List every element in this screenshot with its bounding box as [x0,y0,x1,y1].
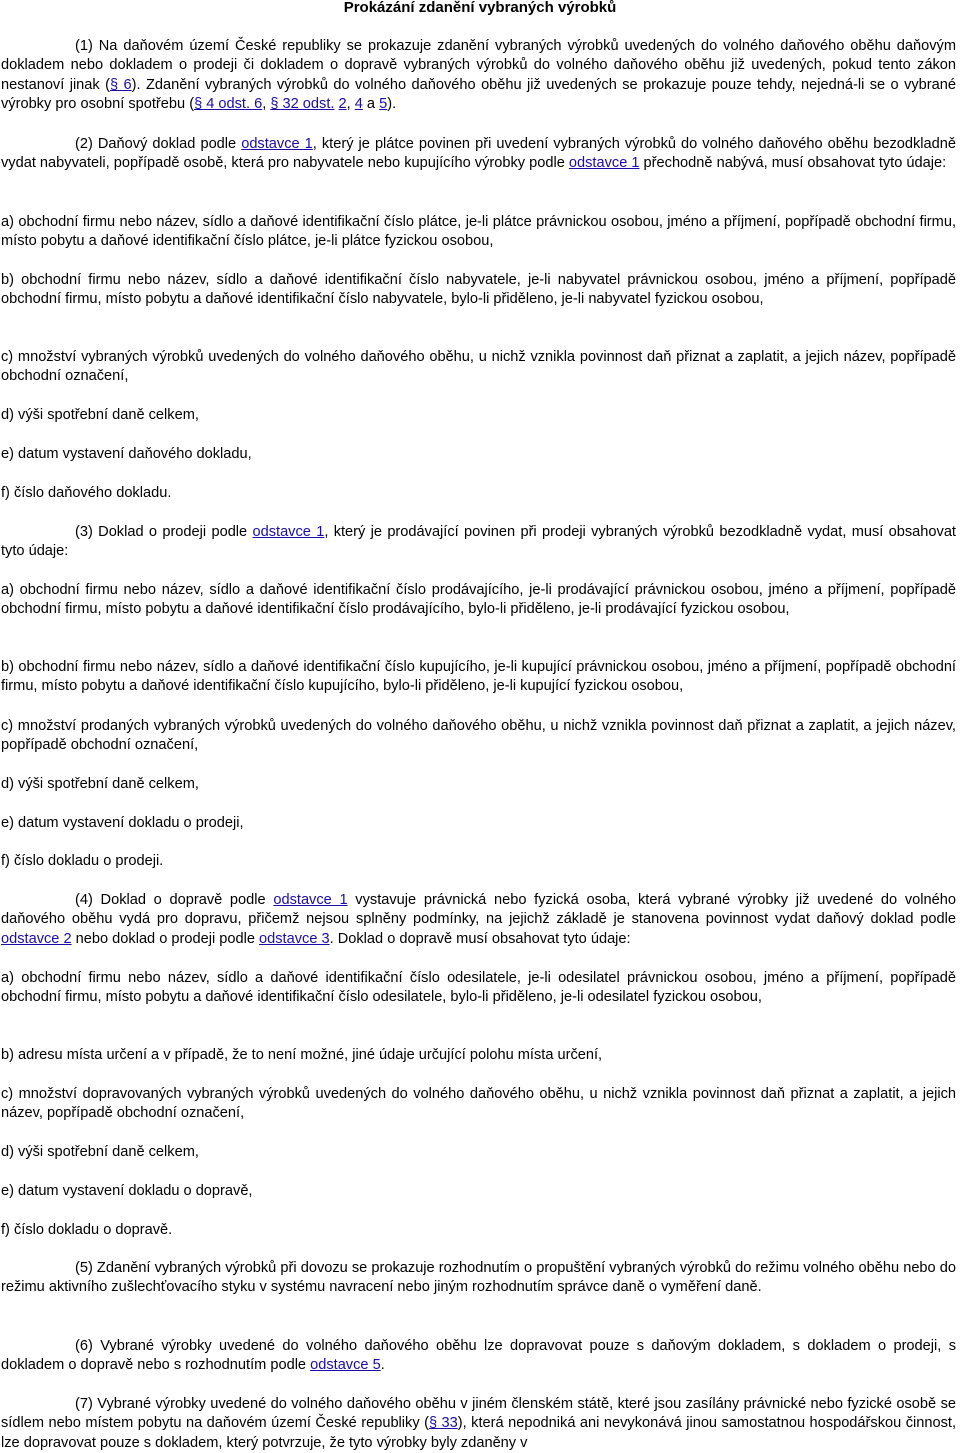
link-number-4[interactable]: 4 [354,96,363,113]
link-section-6[interactable]: § 6 [109,76,132,93]
list-item-3c: c) množství prodaných vybraných výrobků uvedených do volného daňového oběhu, u nichž vznikla povinnost daň přiznat a zaplatit, a jejich název, popřípadě obchodní označení, [1,718,956,754]
link-section-33[interactable]: § 33 [428,1415,458,1432]
list-item-2d: d) výši spotřební daně celkem, [1,407,199,423]
link-odstavce-3[interactable]: odstavce 3 [259,930,330,947]
link-odstavce-1[interactable]: odstavce 1 [241,136,313,152]
paragraph-text: , [346,96,355,113]
paragraph-2 [1,135,956,174]
link-section-4-odst-6[interactable]: § 4 odst. 6 [194,96,263,113]
paragraph-text: . Doklad o dopravě musí obsahovat tyto údaje: [329,930,631,947]
link-odstavce-5[interactable]: odstavce 5 [310,1357,381,1374]
paragraph-text: ). Zdanění vybraných výrobků do volného daňového oběhu již uvedených se prokazuje pouze tehdy, nejedná-li se o vybrané výrobky pro osobní spotřebu ( [1,76,956,113]
paragraph-text: (2) Daňový doklad podle [75,136,242,152]
paragraph-text: (6) Vybrané výrobky uvedené do volného daňového oběhu lze dopravovat pouze s daňovým dokladem, s dokladem o prodeji, s dokladem o dopravě nebo s rozhodnutím podle [1,1338,956,1374]
paragraph-4 [1,891,956,949]
paragraph-3 [1,523,956,562]
list-item-4e: e) datum vystavení dokladu o dopravě, [1,1183,253,1199]
list-item-4d: d) výši spotřební daně celkem, [1,1144,199,1160]
list-item-2c: c) množství vybraných výrobků uvedených do volného daňového oběhu, u nichž vznikla povinnost daň přiznat a zaplatit, a jejich název, popřípadě obchodní označení, [1,349,956,385]
paragraph-5: (5) Zdanění vybraných výrobků při dovozu se prokazuje rozhodnutím o propuštění vybraných výrobků do režimu volného oběhu nebo do režimu aktivního zušlechťovacího styku v systému navracení nebo jiným rozhodnutím správce daně o vyměření daně. [1,1260,956,1296]
list-item-2f: f) číslo daňového dokladu. [1,485,172,501]
link-section-32-odst[interactable]: § 32 odst. [270,96,335,113]
paragraph-text: , který je plátce povinen při uvedení vybraných výrobků do volného daňového oběhu bezodkladně vydat nabyvateli, popřípadě osobě, která pro nabyvatele nebo kupujícího výrobky podle [1,136,957,172]
paragraph-text: . [380,1357,385,1374]
paragraph-text: (1) Na daňovém území České republiky se prokazuje zdanění vybraných výrobků uvedených do volného daňového oběhu daňovým dokladem nebo dokladem o prodeji či dokladem o dopravě vybraných výrobků do volného daňového oběhu již uvedených, pokud tento zákon nestanoví jinak ( [1,38,956,93]
paragraph-1 [1,37,956,115]
page-title: Prokázání zdanění vybraných výrobků [343,0,617,16]
link-number-5[interactable]: 5 [379,96,388,113]
paragraph-text: (7) Vybrané výrobky uvedené do volného daňového oběhu v jiném členském státě, které jsou zasílány právnické nebo fyzické osobě se sídlem nebo místem pobytu na daňovém území České republiky ( [1,1396,956,1432]
paragraph-6 [1,1337,956,1376]
list-item-2a: a) obchodní firmu nebo název, sídlo a daňové identifikační číslo plátce, je-li plátce právnickou osobou, jméno a příjmení, popřípadě obchodní firmu, místo pobytu a daňové identifikační číslo plátce, je-li plátce fyzickou osobou, [1,214,956,250]
paragraph-text: (3) Doklad o prodeji podle [75,524,253,540]
link-odstavce-2[interactable]: odstavce 2 [1,930,72,947]
paragraph-text: , který je prodávající povinen při prodeji vybraných výrobků bezodkladně vydat, musí obsahovat tyto údaje: [1,524,956,560]
link-number-2[interactable]: 2 [338,96,347,113]
list-item-2b: b) obchodní firmu nebo název, sídlo a daňové identifikační číslo nabyvatele, je-li nabyvatel právnickou osobou, jméno a příjmení, popřípadě obchodní firmu, místo pobytu a daňové identifikační číslo nabyvatele, bylo-li přiděleno, je-li nabyvatel fyzickou osobou, [1,272,956,308]
list-item-3f: f) číslo dokladu o prodeji. [1,853,164,869]
paragraph-text: nebo doklad o prodeji podle [71,930,260,947]
paragraph-text: přechodně nabývá, musí obsahovat tyto údaje: [639,155,947,172]
list-item-2e: e) datum vystavení daňového dokladu, [1,446,252,462]
list-item-3a: a) obchodní firmu nebo název, sídlo a daňové identifikační číslo prodávajícího, je-li prodávající právnickou osobou, jméno a příjmení, popřípadě obchodní firmu, místo pobytu a daňové identifikační číslo prodávajícího, bylo-li přiděleno, je-li prodávající fyzickou osobou, [1,582,956,618]
link-odstavce-1[interactable]: odstavce 1 [568,155,640,172]
paragraph-text: a [362,96,380,113]
paragraph-text: ), která nepodniká ani nevykonává jinou samostatnou hospodářskou činnost, lze dopravovat pouze s dokladem, který potvrzuje, že tyto výrobky byly zdaněny v [1,1415,956,1451]
paragraph-text: (4) Doklad o dopravě podle [75,892,274,908]
list-item-4f: f) číslo dokladu o dopravě. [1,1222,173,1238]
paragraph-text: , [262,96,271,113]
list-item-3e: e) datum vystavení dokladu o prodeji, [1,815,244,831]
list-item-4c: c) množství dopravovaných vybraných výrobků uvedených do volného daňového oběhu, u nichž vznikla povinnost daň přiznat a zaplatit, a jejich název, popřípadě obchodní označení, [1,1086,956,1122]
link-odstavce-1[interactable]: odstavce 1 [273,892,348,908]
list-item-3d: d) výši spotřební daně celkem, [1,776,199,792]
list-item-4b: b) adresu místa určení a v případě, že to není možné, jiné údaje určující polohu místa určení, [1,1047,603,1063]
paragraph-7 [1,1395,956,1453]
list-item-4a: a) obchodní firmu nebo název, sídlo a daňové identifikační číslo odesilatele, je-li odesilatel právnickou osobou, jméno a příjmení, popřípadě obchodní firmu, místo pobytu a daňové identifikační číslo odesilatele, bylo-li přiděleno, je-li odesilatel fyzickou osobou, [1,970,956,1006]
paragraph-text: ). [387,96,397,113]
link-odstavce-1[interactable]: odstavce 1 [252,524,325,540]
paragraph-text: vystavuje právnická nebo fyzická osoba, která vybrané výrobky již uvedené do volného daňového oběhu vydá pro dopravu, přičemž nejsou splněny podmínky, na jejichž základě je stanovena povinnost vydat daňový doklad podle [1,892,956,928]
list-item-3b: b) obchodní firmu nebo název, sídlo a daňové identifikační číslo kupujícího, je-li kupující právnickou osobou, jméno a příjmení, popřípadě obchodní firmu, místo pobytu a daňové identifikační číslo kupujícího, bylo-li přiděleno, je-li kupující fyzickou osobou, [1,659,956,695]
